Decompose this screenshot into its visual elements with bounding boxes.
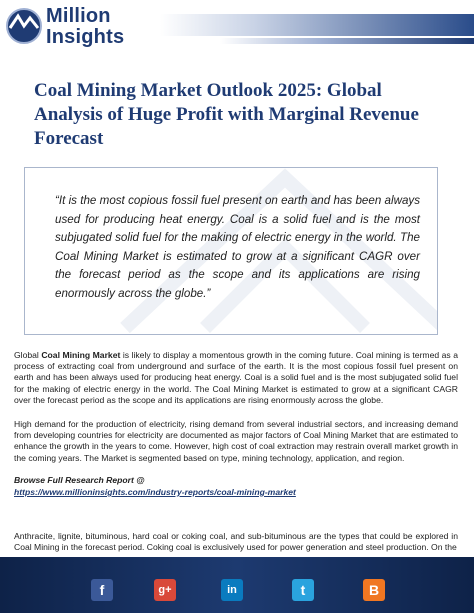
growth-paragraph: High demand for the production of electricity, rising demand from several industrial sectors, and increasing demand from developing countries for electricity are documented as major factors of Coal Mining Market that are estimated to enhance the growth in the years to come. However, high cost of coal extraction may restrain overall market growth in the coming years. The Market is segmented based on type, mining technology, application, and region. [14,419,458,463]
brand-name-line2: Insights [46,26,125,48]
linkedin-icon[interactable]: in [221,579,243,601]
header-bar [0,0,474,58]
twitter-icon[interactable]: t [292,579,314,601]
facebook-icon[interactable]: f [91,579,113,601]
brand-logo[interactable] [4,2,154,50]
browse-label: Browse Full Research Report @ [14,475,145,485]
intro-prefix: Global [14,350,42,360]
market-name-bold: Coal Mining Market [41,350,121,360]
page-title: Coal Mining Market Outlook 2025: Global Analysis of Huge Profit with Marginal Revenue Forecast [34,80,419,149]
header-stripe [160,14,474,36]
intro-rest: is likely to display a momentous growth in the coming future. Coal mining is termed as a process of extracting coal from underground and surface of the earth. It is the most copious fossil fuel present on earth and has been always used for producing heat energy. Coal is a solid fuel and is the most subjugated solid fuel for the making of electric energy in the world. The Coal Mining Market is estimated to grow at a significant CAGR over the forecast period as the scope and its applications are rising enormously across the globe. [14,350,458,405]
intro-paragraph [14,350,458,406]
report-link[interactable]: https://www.millioninsights.com/industry-reports/coal-mining-market [14,487,296,497]
quote-box [24,167,438,335]
header-stripe-thin [220,38,474,44]
logo-globe-icon [4,6,44,46]
blogger-icon[interactable]: B [363,579,385,601]
footer-bar [0,557,474,613]
highlight-quote: “It is the most copious fossil fuel present on earth and has been always used for producing heat energy. Coal is a solid fuel and is the most subjugated solid fuel for the making of electric energy in the world. The Coal Mining Market is estimated to grow at a significant CAGR over the forecast period as the scope and its applications are rising enormously across the globe.” [55,194,420,300]
brand-name-line1: Million [46,5,111,27]
google-plus-icon[interactable]: g+ [154,579,176,601]
types-paragraph: Anthracite, lignite, bituminous, hard coal or coking coal, and sub-bituminous are the types that could be explored in Coal Mining in the forecast period. Coking coal is exclusively used for power generation and steel production. On the [14,531,458,553]
